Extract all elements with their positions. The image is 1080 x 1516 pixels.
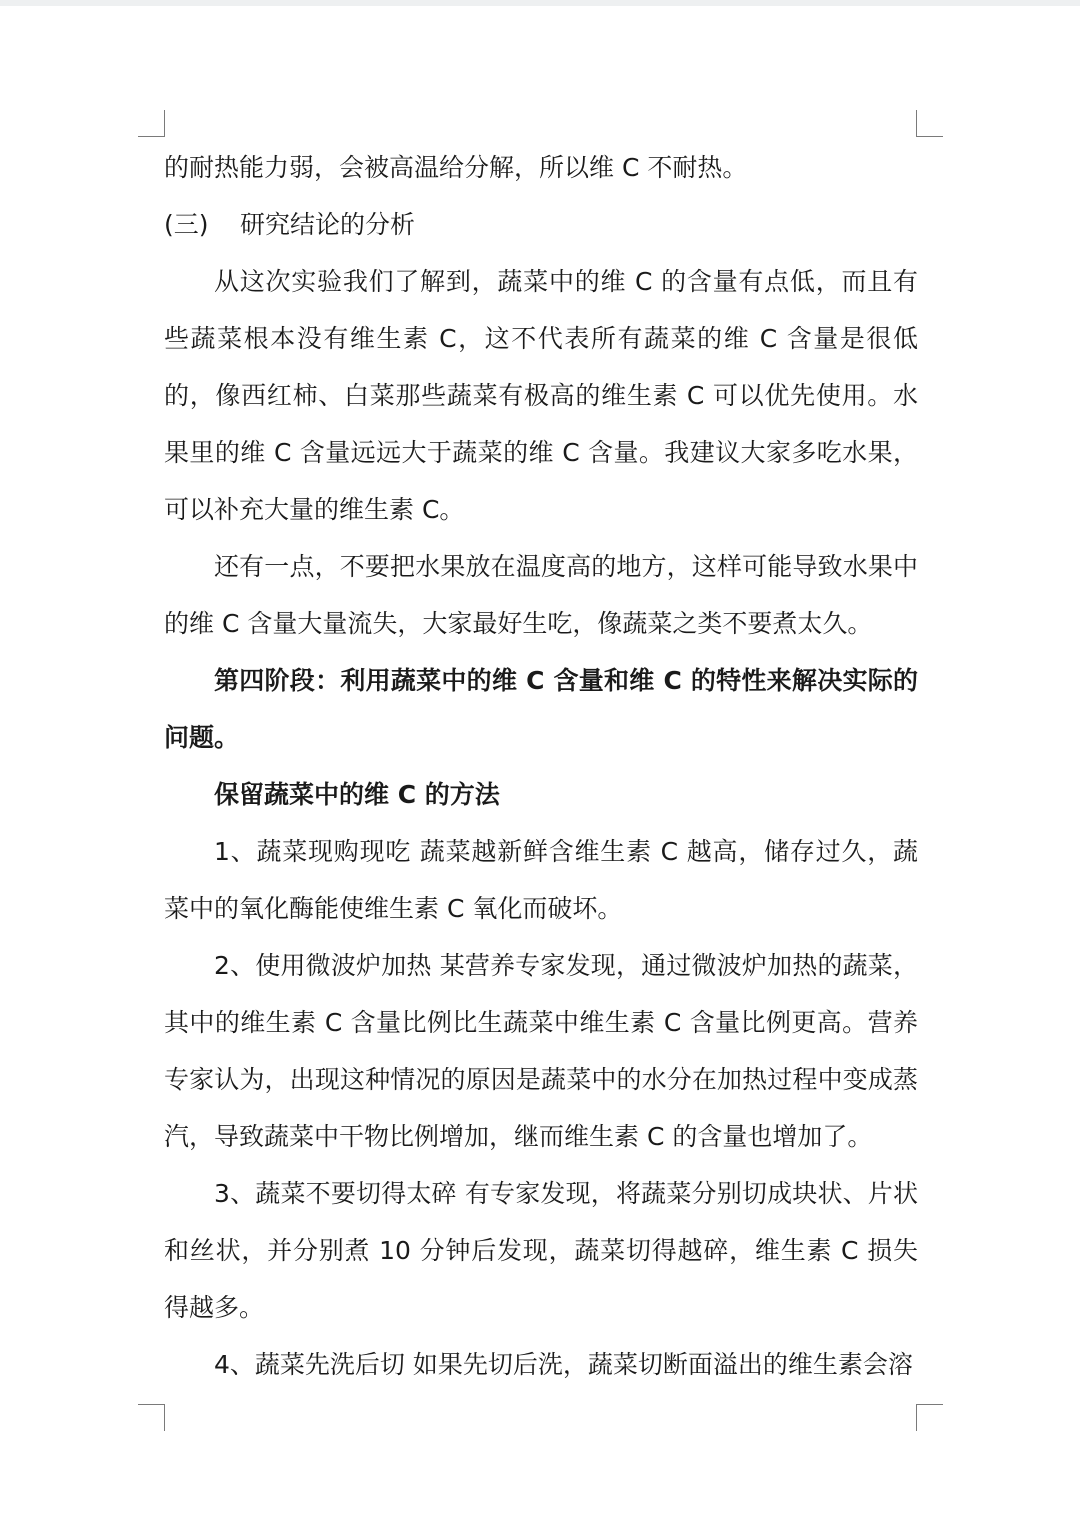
- method-item-1: 1、蔬菜现购现吃 蔬菜越新鲜含维生素 C 越高，储存过久，蔬菜中的氧化酶能使维生素 C 氧化而破坏。: [164, 837, 918, 923]
- section-heading: [164, 196, 918, 253]
- section-number: (三): [164, 210, 209, 239]
- paragraph-continuation: 的耐热能力弱，会被高温给分解，所以维 C 不耐热。: [164, 153, 748, 182]
- page-corner-mark-top-left: [138, 110, 165, 137]
- method-item-3: 3、蔬菜不要切得太碎 有专家发现，将蔬菜分别切成块状、片状和丝状，并分别煮 10 分钟后发现，蔬菜切得越碎，维生素 C 损失得越多。: [164, 1179, 918, 1322]
- method-item-2: 2、使用微波炉加热 某营养专家发现，通过微波炉加热的蔬菜，其中的维生素 C 含量比例比生蔬菜中维生素 C 含量比例更高。营养专家认为，出现这种情况的原因是蔬菜中的水分在加热过程中变成蒸汽，导致蔬菜中干物比例增加，继而维生素 C 的含量也增加了。: [164, 951, 918, 1151]
- methods-heading: 保留蔬菜中的维 C 的方法: [214, 780, 500, 809]
- stage-four-heading: 第四阶段：利用蔬菜中的维 C 含量和维 C 的特性来解决实际的问题。: [164, 666, 918, 752]
- section-title: 研究结论的分析: [240, 210, 416, 239]
- method-item-4: 4、蔬菜先洗后切 如果先切后洗，蔬菜切断面溢出的维生素会溶: [214, 1350, 913, 1379]
- page-corner-mark-bottom-left: [138, 1404, 165, 1431]
- paragraph-storage-tip: 还有一点，不要把水果放在温度高的地方，这样可能导致水果中的维 C 含量大量流失，大家最好生吃，像蔬菜之类不要煮太久。: [164, 552, 918, 638]
- document-body: [164, 139, 918, 1393]
- page-corner-mark-top-right: [916, 110, 943, 137]
- page-corner-mark-bottom-right: [916, 1404, 943, 1431]
- top-strip: [0, 0, 1080, 6]
- paragraph-conclusion: 从这次实验我们了解到，蔬菜中的维 C 的含量有点低，而且有些蔬菜根本没有维生素 C，这不代表所有蔬菜的维 C 含量是很低的，像西红柿、白菜那些蔬菜有极高的维生素 C 可以优先使用。水果里的维 C 含量远远大于蔬菜的维 C 含量。我建议大家多吃水果，可以补充大量的维生素 C。: [164, 267, 918, 524]
